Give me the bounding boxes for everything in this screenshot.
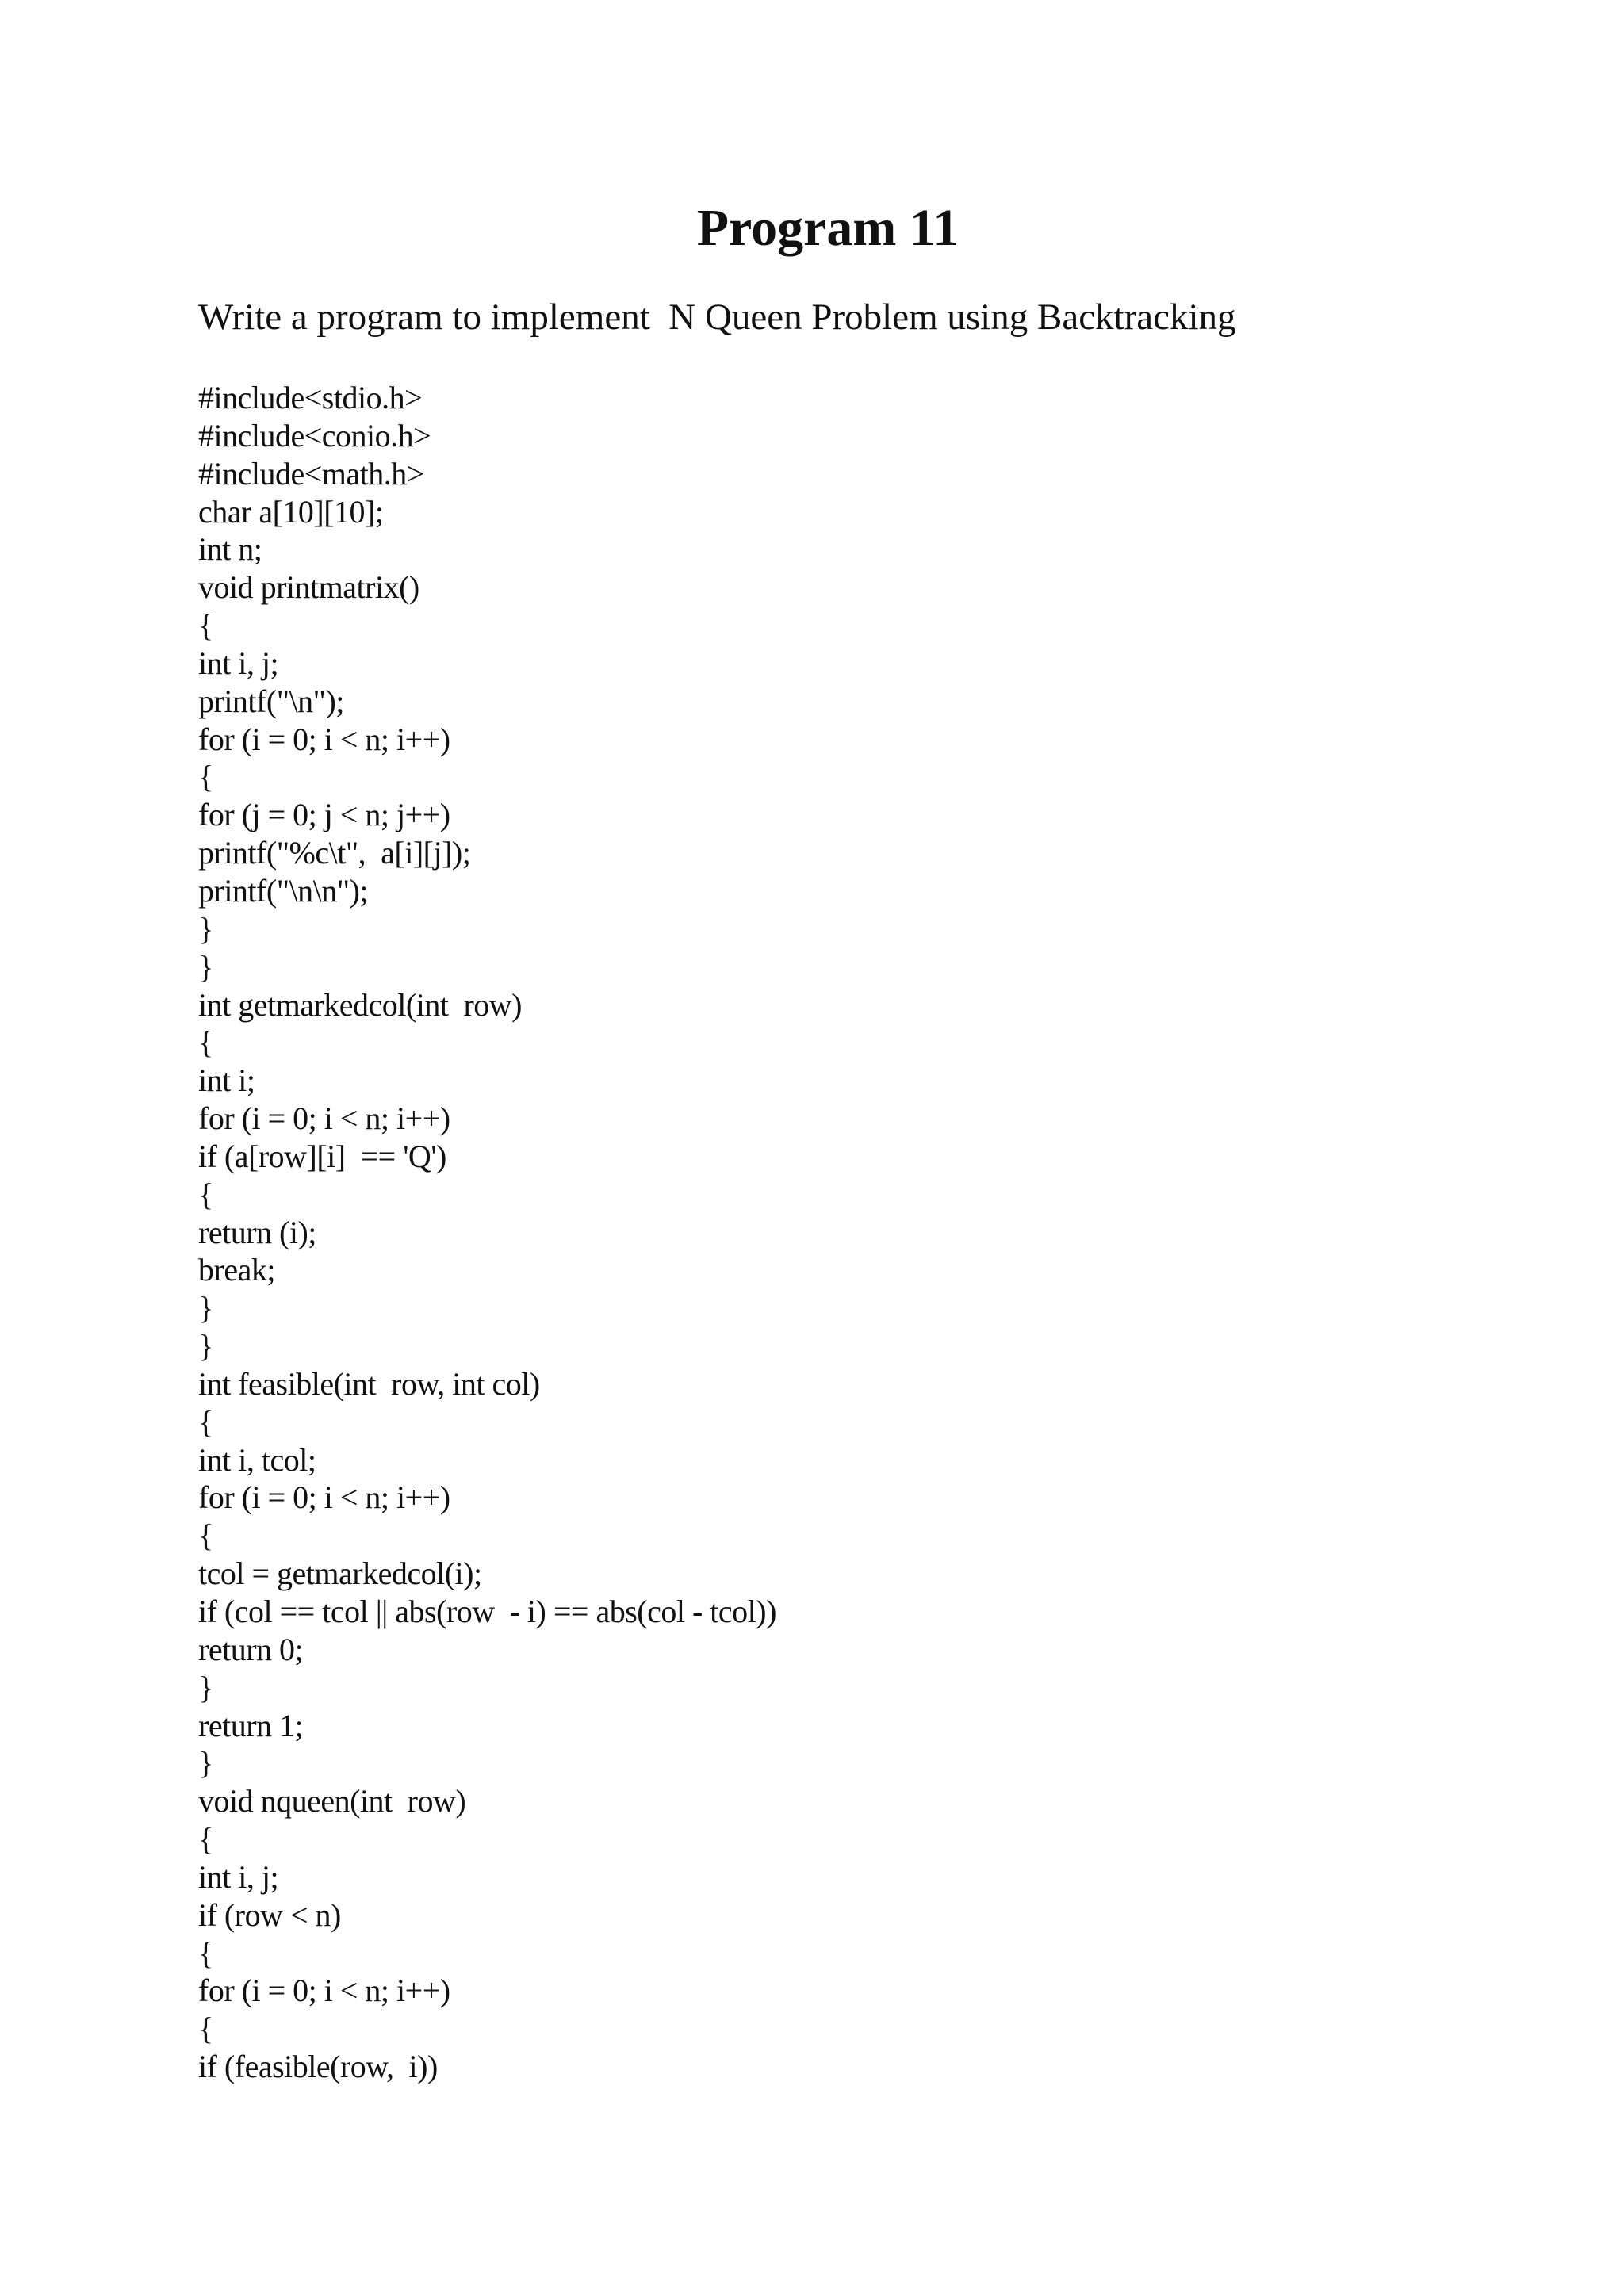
code-line: if (a[row][i] == 'Q') xyxy=(198,1138,446,1174)
code-line: int feasible(int row, int col) xyxy=(198,1365,540,1402)
code-line: char a[10][10]; xyxy=(198,493,384,530)
code-line: { xyxy=(198,1403,213,1440)
code-line: } xyxy=(198,1290,213,1326)
code-line: } xyxy=(198,1745,213,1781)
code-line: } xyxy=(198,948,213,985)
code-line: tcol = getmarkedcol(i); xyxy=(198,1556,482,1592)
code-line: break; xyxy=(198,1252,275,1288)
code-line: int i, j; xyxy=(198,645,279,681)
code-line: printf("\n"); xyxy=(198,683,344,719)
code-line: } xyxy=(198,910,213,947)
code-line: for (i = 0; i < n; i++) xyxy=(198,1479,450,1516)
code-line: void nqueen(int row) xyxy=(198,1783,466,1820)
code-line: if (row < n) xyxy=(198,1896,341,1933)
code-line: int n; xyxy=(198,531,262,568)
code-line: #include<stdio.h> xyxy=(198,380,423,415)
code-line: for (i = 0; i < n; i++) xyxy=(198,721,450,757)
code-line: return (i); xyxy=(198,1214,316,1250)
code-line: int getmarkedcol(int row) xyxy=(198,986,522,1023)
problem-statement: Write a program to implement N Queen Problem using Backtracking xyxy=(198,297,1236,338)
code-line: printf("%c\t", a[i][j]); xyxy=(198,835,471,871)
code-line: return 0; xyxy=(198,1631,304,1667)
code-line: void printmatrix() xyxy=(198,569,419,606)
code-line: { xyxy=(198,2011,213,2047)
code-line: { xyxy=(198,759,213,795)
code-line: if (feasible(row, i)) xyxy=(198,2049,438,2085)
code-line: if (col == tcol || abs(row - i) == abs(col - tcol)) xyxy=(198,1594,776,1629)
code-line: } xyxy=(198,1328,213,1364)
code-line: { xyxy=(198,1517,213,1554)
code-line: return 1; xyxy=(198,1707,304,1743)
code-line: printf("\n\n"); xyxy=(198,872,369,909)
code-line: for (j = 0; j < n; j++) xyxy=(198,797,450,833)
code-line: for (i = 0; i < n; i++) xyxy=(198,1973,450,2009)
code-line: int i, j; xyxy=(198,1858,279,1895)
code-line: for (i = 0; i < n; i++) xyxy=(198,1100,450,1137)
code-line: { xyxy=(198,1934,213,1971)
code-line: int i; xyxy=(198,1062,255,1099)
code-line: { xyxy=(198,1024,213,1061)
code-line: { xyxy=(198,607,213,644)
code-line: #include<conio.h> xyxy=(198,417,431,453)
page-title: Program 11 xyxy=(696,199,959,257)
code-line: { xyxy=(198,1176,213,1212)
code-line: } xyxy=(198,1669,213,1705)
code-line: int i, tcol; xyxy=(198,1441,316,1478)
code-line: { xyxy=(198,1821,213,1858)
code-line: #include<math.h> xyxy=(198,455,424,492)
code-listing xyxy=(198,379,776,2086)
